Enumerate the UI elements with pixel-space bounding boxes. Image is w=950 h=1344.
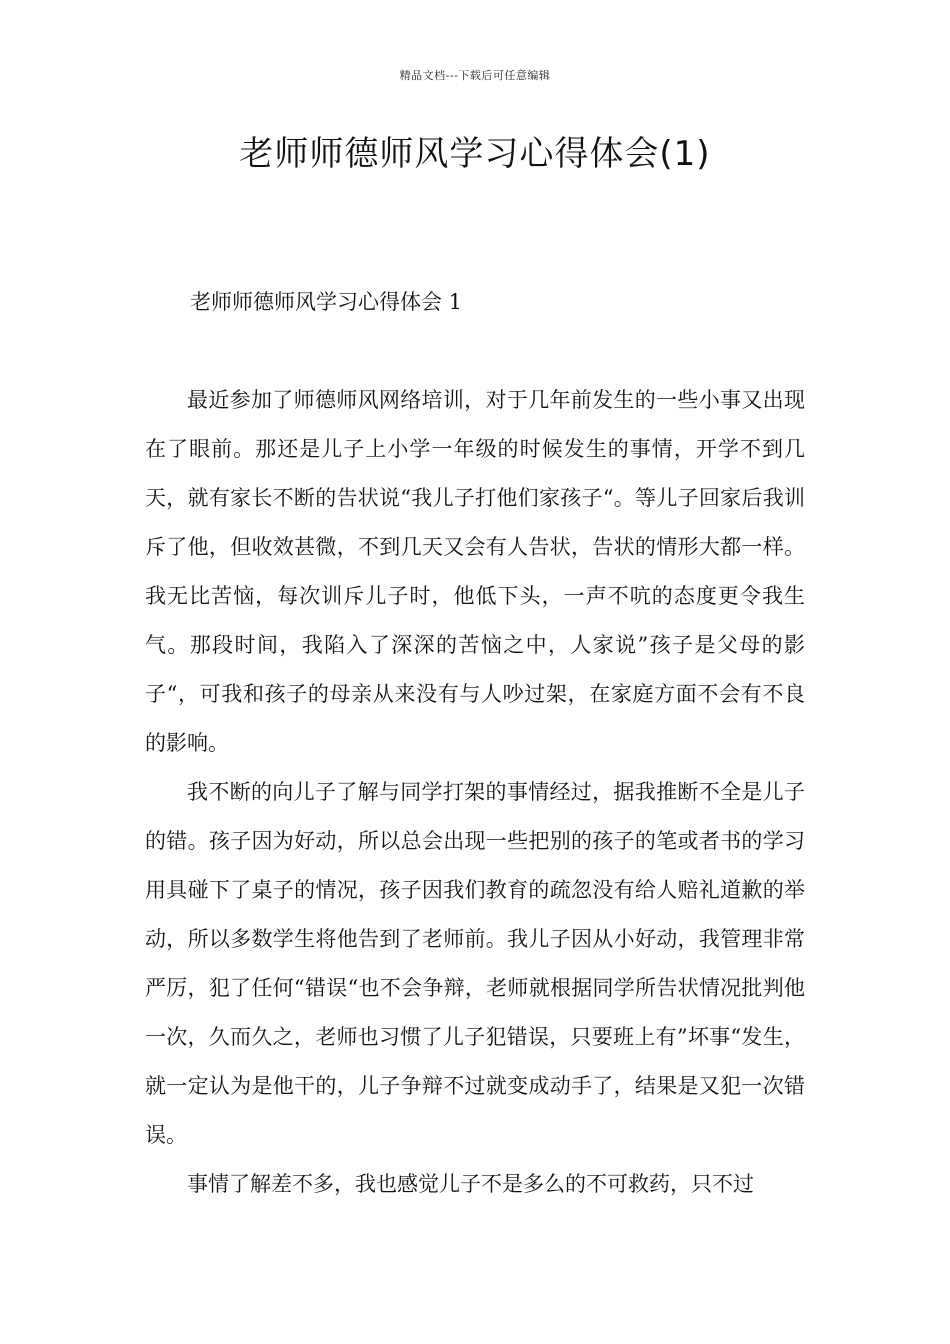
paragraph: 我不断的向儿子了解与同学打架的事情经过，据我推断不全是儿子的错。孩子因为好动，所以总会出现一些把别的孩子的笔或者书的学习用具碰下了桌子的情况，孩子因我们教育的疏忽没有给人赔礼道歉的举动，所以多数学生将他告到了老师前。我儿子因从小好动，我管理非常严厉，犯了任何“错误“也不会争辩，老师就根据同学所告状情况批判他一次，久而久之，老师也习惯了儿子犯错误，只要班上有”坏事“发生，就一定认为是他干的，儿子争辩不过就变成动手了，结果是又犯一次错误。 (145, 780, 805, 1147)
document-subtitle: 老师师德师风学习心得体会 1 (190, 290, 463, 314)
header-note: 精品文档---下载后可任意编辑 (399, 69, 551, 82)
paragraph: 最近参加了师德师风网络培训，对于几年前发生的一些小事又出现在了眼前。那还是儿子上小学一年级的时候发生的事情，开学不到几天，就有家长不断的告状说“我儿子打他们家孩子“。等儿子回家后我训斥了他，但收效甚微，不到几天又会有人告状，告状的情形大都一样。我无比苦恼，每次训斥儿子时，他低下头，一声不吭的态度更令我生气。那段时间，我陷入了深深的苦恼之中，人家说”孩子是父母的影子“，可我和孩子的母亲从来没有与人吵过架，在家庭方面不会有不良的影响。 (145, 388, 805, 755)
document-body (145, 376, 805, 1209)
paragraph: 事情了解差不多，我也感觉儿子不是多么的不可救药，只不过 (187, 1172, 754, 1196)
document-title: 老师师德师风学习心得体会(1) (239, 134, 711, 174)
